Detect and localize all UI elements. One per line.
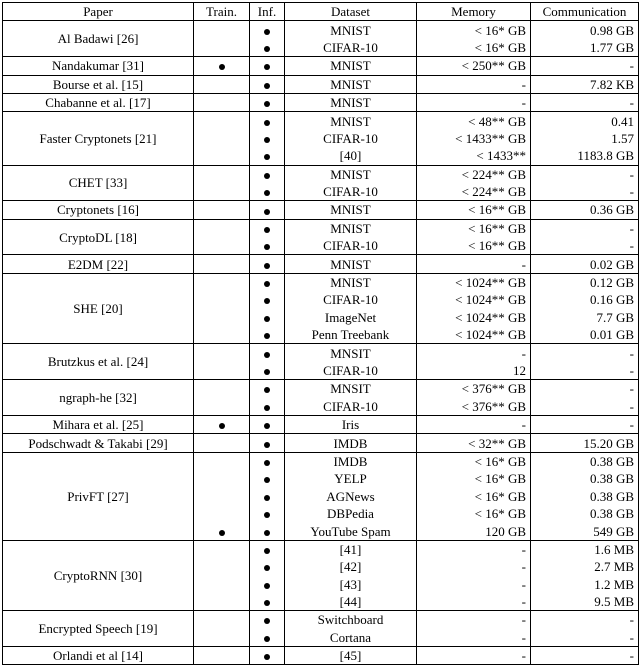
dataset-cell: CIFAR-10 [285, 237, 417, 255]
memory-cell: - [417, 540, 531, 558]
memory-cell: < 16* GB [417, 452, 531, 470]
train-cell [194, 647, 250, 665]
table-row [3, 93, 639, 111]
inf-cell [250, 576, 285, 593]
inf-bullet-icon [264, 565, 270, 571]
memory-cell: < 376** GB [417, 380, 531, 398]
memory-cell: - [417, 415, 531, 433]
inf-bullet-icon [264, 333, 270, 339]
table-row [3, 219, 639, 237]
inf-cell [250, 130, 285, 147]
memory-cell: - [417, 93, 531, 111]
memory-cell: - [417, 593, 531, 611]
communication-cell: 2.7 MB [531, 558, 639, 575]
inf-bullet-icon [264, 209, 270, 215]
dataset-cell: AGNews [285, 488, 417, 505]
train-cell [194, 362, 250, 380]
paper-cell: Faster Cryptonets [21] [3, 112, 194, 165]
dataset-cell: MNIST [285, 93, 417, 111]
table-row [3, 165, 639, 183]
dataset-cell: Penn Treebank [285, 326, 417, 344]
dataset-cell: MNIST [285, 57, 417, 75]
inf-bullet-icon [264, 495, 270, 501]
memory-cell: < 16* GB [417, 470, 531, 487]
communication-cell: 0.16 GB [531, 291, 639, 308]
table-row [3, 611, 639, 629]
dataset-cell: CIFAR-10 [285, 291, 417, 308]
dataset-cell: Cortana [285, 629, 417, 647]
dataset-cell: IMDB [285, 434, 417, 452]
inf-bullet-icon [264, 477, 270, 483]
train-cell [194, 344, 250, 362]
inf-cell [250, 165, 285, 183]
inf-cell [250, 611, 285, 629]
paper-cell: Podschwadt & Takabi [29] [3, 434, 194, 452]
communication-cell: 9.5 MB [531, 593, 639, 611]
paper-cell: Cryptonets [16] [3, 201, 194, 219]
dataset-cell: MNIST [285, 112, 417, 130]
communication-cell: - [531, 237, 639, 255]
dataset-cell: MNIST [285, 75, 417, 93]
inf-cell [250, 380, 285, 398]
memory-cell: < 16* GB [417, 505, 531, 522]
dataset-cell: Iris [285, 415, 417, 433]
train-cell [194, 611, 250, 629]
inf-bullet-icon [264, 600, 270, 606]
paper-cell: Nandakumar [31] [3, 57, 194, 75]
inf-bullet-icon [264, 244, 270, 250]
train-cell [194, 452, 250, 470]
inf-cell [250, 415, 285, 433]
header-train: Train. [194, 3, 250, 21]
dataset-cell: [45] [285, 647, 417, 665]
memory-cell: - [417, 576, 531, 593]
inf-bullet-icon [264, 137, 270, 143]
communication-cell: 0.41 [531, 112, 639, 130]
paper-cell: Orlandi et al [14] [3, 647, 194, 665]
train-cell [194, 93, 250, 111]
inf-cell [250, 147, 285, 165]
inf-bullet-icon [264, 460, 270, 466]
communication-cell: 1.6 MB [531, 540, 639, 558]
inf-bullet-icon [264, 298, 270, 304]
communication-cell: - [531, 611, 639, 629]
dataset-cell: [41] [285, 540, 417, 558]
inf-bullet-icon [264, 369, 270, 375]
inf-bullet-icon [264, 101, 270, 107]
inf-bullet-icon [264, 46, 270, 52]
inf-bullet-icon [264, 263, 270, 269]
comparison-table [2, 2, 639, 665]
memory-cell: < 16* GB [417, 488, 531, 505]
dataset-cell: Switchboard [285, 611, 417, 629]
train-cell [194, 415, 250, 433]
inf-bullet-icon [264, 352, 270, 358]
communication-cell: - [531, 344, 639, 362]
train-cell [194, 165, 250, 183]
paper-cell: Bourse et al. [15] [3, 75, 194, 93]
header-paper: Paper [3, 3, 194, 21]
inf-cell [250, 488, 285, 505]
communication-cell: 1.77 GB [531, 39, 639, 57]
inf-cell [250, 75, 285, 93]
dataset-cell: [43] [285, 576, 417, 593]
inf-bullet-icon [264, 120, 270, 126]
inf-cell [250, 39, 285, 57]
inf-cell [250, 93, 285, 111]
table-row [3, 273, 639, 291]
memory-cell: - [417, 75, 531, 93]
dataset-cell: YELP [285, 470, 417, 487]
memory-cell: < 1433** [417, 147, 531, 165]
table-row [3, 434, 639, 452]
train-bullet-icon [219, 64, 225, 70]
memory-cell: < 16* GB [417, 21, 531, 39]
table-row [3, 452, 639, 470]
paper-cell: ngraph-he [32] [3, 380, 194, 416]
communication-cell: 0.98 GB [531, 21, 639, 39]
dataset-cell: MNSIT [285, 344, 417, 362]
train-cell [194, 629, 250, 647]
train-cell [194, 255, 250, 273]
memory-cell: < 250** GB [417, 57, 531, 75]
inf-bullet-icon [264, 281, 270, 287]
table-row [3, 112, 639, 130]
inf-cell [250, 201, 285, 219]
inf-bullet-icon [264, 512, 270, 518]
train-cell [194, 470, 250, 487]
inf-cell [250, 219, 285, 237]
inf-cell [250, 362, 285, 380]
dataset-cell: MNIST [285, 219, 417, 237]
inf-cell [250, 273, 285, 291]
paper-cell: SHE [20] [3, 273, 194, 344]
dataset-cell: [42] [285, 558, 417, 575]
dataset-cell: ImageNet [285, 309, 417, 326]
dataset-cell: YouTube Spam [285, 522, 417, 540]
train-cell [194, 201, 250, 219]
communication-cell: 549 GB [531, 522, 639, 540]
inf-bullet-icon [264, 387, 270, 393]
memory-cell: < 48** GB [417, 112, 531, 130]
communication-cell: - [531, 415, 639, 433]
paper-cell: CryptoDL [18] [3, 219, 194, 255]
inf-bullet-icon [264, 316, 270, 322]
train-cell [194, 57, 250, 75]
memory-cell: < 1024** GB [417, 273, 531, 291]
inf-cell [250, 21, 285, 39]
dataset-cell: CIFAR-10 [285, 362, 417, 380]
inf-bullet-icon [264, 423, 270, 429]
inf-cell [250, 593, 285, 611]
paper-cell: CryptoRNN [30] [3, 540, 194, 611]
communication-cell: - [531, 183, 639, 201]
communication-cell: 1.57 [531, 130, 639, 147]
dataset-cell: MNIST [285, 201, 417, 219]
paper-cell: Encrypted Speech [19] [3, 611, 194, 647]
inf-bullet-icon [264, 83, 270, 89]
dataset-cell: MNIST [285, 273, 417, 291]
train-cell [194, 147, 250, 165]
memory-cell: < 376** GB [417, 398, 531, 416]
communication-cell: - [531, 93, 639, 111]
inf-bullet-icon [264, 64, 270, 70]
inf-bullet-icon [264, 154, 270, 160]
inf-cell [250, 505, 285, 522]
table-row [3, 344, 639, 362]
dataset-cell: IMDB [285, 452, 417, 470]
train-cell [194, 219, 250, 237]
paper-cell: Mihara et al. [25] [3, 415, 194, 433]
paper-cell: CHET [33] [3, 165, 194, 201]
inf-cell [250, 57, 285, 75]
inf-bullet-icon [264, 583, 270, 589]
communication-cell: - [531, 629, 639, 647]
paper-cell: Brutzkus et al. [24] [3, 344, 194, 380]
table-row [3, 415, 639, 433]
table-row [3, 201, 639, 219]
inf-cell [250, 309, 285, 326]
communication-cell: 0.36 GB [531, 201, 639, 219]
inf-cell [250, 255, 285, 273]
memory-cell: < 16** GB [417, 219, 531, 237]
train-cell [194, 505, 250, 522]
communication-cell: - [531, 165, 639, 183]
dataset-cell: MNIST [285, 165, 417, 183]
header-memory: Memory [417, 3, 531, 21]
dataset-cell: DBPedia [285, 505, 417, 522]
header-row [3, 3, 639, 21]
communication-cell: - [531, 380, 639, 398]
paper-cell: Al Badawi [26] [3, 21, 194, 57]
train-cell [194, 576, 250, 593]
memory-cell: < 16** GB [417, 237, 531, 255]
train-cell [194, 488, 250, 505]
train-cell [194, 21, 250, 39]
train-cell [194, 434, 250, 452]
train-cell [194, 237, 250, 255]
communication-cell: 0.12 GB [531, 273, 639, 291]
table-row [3, 75, 639, 93]
inf-bullet-icon [264, 173, 270, 179]
inf-cell [250, 522, 285, 540]
inf-bullet-icon [264, 618, 270, 624]
memory-cell: < 1433** GB [417, 130, 531, 147]
memory-cell: 120 GB [417, 522, 531, 540]
table-row [3, 57, 639, 75]
inf-bullet-icon [264, 405, 270, 411]
train-cell [194, 112, 250, 130]
paper-cell: Chabanne et al. [17] [3, 93, 194, 111]
memory-cell: < 224** GB [417, 165, 531, 183]
communication-cell: 1183.8 GB [531, 147, 639, 165]
inf-cell [250, 540, 285, 558]
train-bullet-icon [219, 423, 225, 429]
communication-cell: 0.38 GB [531, 452, 639, 470]
dataset-cell: MNIST [285, 255, 417, 273]
inf-cell [250, 398, 285, 416]
inf-cell [250, 434, 285, 452]
paper-cell: PrivFT [27] [3, 452, 194, 540]
header-dataset: Dataset [285, 3, 417, 21]
inf-cell [250, 326, 285, 344]
dataset-cell: CIFAR-10 [285, 398, 417, 416]
memory-cell: - [417, 558, 531, 575]
memory-cell: < 1024** GB [417, 309, 531, 326]
memory-cell: 12 [417, 362, 531, 380]
communication-cell: 15.20 GB [531, 434, 639, 452]
dataset-cell: CIFAR-10 [285, 183, 417, 201]
train-cell [194, 183, 250, 201]
inf-bullet-icon [264, 530, 270, 536]
dataset-cell: CIFAR-10 [285, 39, 417, 57]
inf-bullet-icon [264, 548, 270, 554]
communication-cell: 7.82 KB [531, 75, 639, 93]
inf-bullet-icon [264, 442, 270, 448]
inf-cell [250, 237, 285, 255]
memory-cell: < 224** GB [417, 183, 531, 201]
dataset-cell: [40] [285, 147, 417, 165]
header-communication: Communication [531, 3, 639, 21]
table-row [3, 255, 639, 273]
table-row [3, 540, 639, 558]
inf-cell [250, 647, 285, 665]
communication-cell: - [531, 362, 639, 380]
communication-cell: - [531, 219, 639, 237]
communication-cell: 7.7 GB [531, 309, 639, 326]
table-row [3, 380, 639, 398]
communication-cell: 1.2 MB [531, 576, 639, 593]
inf-cell [250, 291, 285, 308]
memory-cell: - [417, 344, 531, 362]
dataset-cell: CIFAR-10 [285, 130, 417, 147]
inf-cell [250, 558, 285, 575]
inf-bullet-icon [264, 29, 270, 35]
memory-cell: < 1024** GB [417, 291, 531, 308]
train-cell [194, 309, 250, 326]
inf-bullet-icon [264, 190, 270, 196]
header-inf: Inf. [250, 3, 285, 21]
memory-cell: - [417, 629, 531, 647]
inf-cell [250, 112, 285, 130]
communication-cell: 0.38 GB [531, 505, 639, 522]
communication-cell: 0.38 GB [531, 488, 639, 505]
memory-cell: < 16** GB [417, 201, 531, 219]
inf-cell [250, 452, 285, 470]
train-cell [194, 398, 250, 416]
memory-cell: - [417, 255, 531, 273]
train-cell [194, 593, 250, 611]
paper-cell: E2DM [22] [3, 255, 194, 273]
inf-cell [250, 344, 285, 362]
inf-bullet-icon [264, 227, 270, 233]
train-cell [194, 522, 250, 540]
table-row [3, 21, 639, 39]
memory-cell: - [417, 611, 531, 629]
table-row [3, 647, 639, 665]
dataset-cell: MNSIT [285, 380, 417, 398]
communication-cell: - [531, 398, 639, 416]
memory-cell: < 16* GB [417, 39, 531, 57]
train-bullet-icon [219, 530, 225, 536]
train-cell [194, 558, 250, 575]
inf-cell [250, 629, 285, 647]
train-cell [194, 130, 250, 147]
memory-cell: - [417, 647, 531, 665]
train-cell [194, 273, 250, 291]
memory-cell: < 32** GB [417, 434, 531, 452]
inf-cell [250, 470, 285, 487]
communication-cell: - [531, 57, 639, 75]
inf-cell [250, 183, 285, 201]
inf-bullet-icon [264, 654, 270, 660]
dataset-cell: [44] [285, 593, 417, 611]
dataset-cell: MNIST [285, 21, 417, 39]
table-body [3, 21, 639, 665]
inf-bullet-icon [264, 636, 270, 642]
train-cell [194, 75, 250, 93]
train-cell [194, 380, 250, 398]
train-cell [194, 540, 250, 558]
train-cell [194, 291, 250, 308]
communication-cell: 0.38 GB [531, 470, 639, 487]
communication-cell: 0.02 GB [531, 255, 639, 273]
communication-cell: 0.01 GB [531, 326, 639, 344]
memory-cell: < 1024** GB [417, 326, 531, 344]
train-cell [194, 39, 250, 57]
train-cell [194, 326, 250, 344]
communication-cell: - [531, 647, 639, 665]
